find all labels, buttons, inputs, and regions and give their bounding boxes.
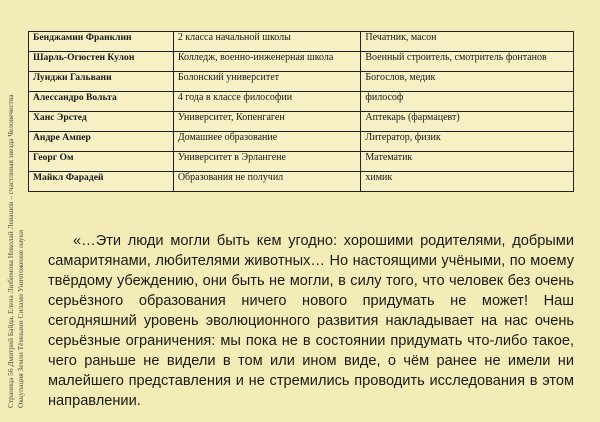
scientist-name: Ханс Эрстед	[29, 112, 174, 132]
table-row	[29, 92, 574, 112]
scientists-table	[28, 31, 574, 192]
table-row	[29, 32, 574, 52]
scientist-profession: Богослов, медик	[361, 72, 574, 92]
side-note-line-2: Оккупация Земли Тёмными Силами Уничтожение науки	[16, 229, 25, 408]
scientist-name: Георг Ом	[29, 152, 174, 172]
scientist-profession: Военный строитель, смотритель фонтанов	[361, 52, 574, 72]
scientist-education: Университет, Копенгаген	[173, 112, 361, 132]
table-row	[29, 172, 574, 192]
scientist-education: Университет в Эрлангене	[173, 152, 361, 172]
table-row	[29, 152, 574, 172]
side-note-rotated	[6, 8, 26, 408]
scientist-name: Майкл Фарадей	[29, 172, 174, 192]
scientist-name: Андре Ампер	[29, 132, 174, 152]
scientist-profession: Печатник, масон	[361, 32, 574, 52]
scientist-name: Луиджи Гальвани	[29, 72, 174, 92]
scientist-education: Колледж, военно-инженерная школа	[173, 52, 361, 72]
scientist-education: 2 класса начальной школы	[173, 32, 361, 52]
scientist-name: Алессандро Вольта	[29, 92, 174, 112]
table-row	[29, 132, 574, 152]
scientist-name: Шарль-Огюстен Кулон	[29, 52, 174, 72]
scientist-education: Образования не получил	[173, 172, 361, 192]
scientist-name: Бенджамин Франклин	[29, 32, 174, 52]
scientist-education: Домашнее образование	[173, 132, 361, 152]
side-note-line-1: Страница 56 Дмитрий Байда, Елена Любимова Николай Левашов – счастливая звезда Человечества	[6, 94, 15, 408]
quote-paragraph: «…Эти люди могли быть кем угодно: хорошими родителями, добрыми самаритянами, любителями животных… Но настоящими учёными, по моему твёрдому убеждению, они быть не могли, в силу того, что человек без очень серьёзного образования ничего нового придумать не может! Наш сегодняшний уровень эволюционного развития накладывает на нас очень серьёзные ограничения: мы пока не в состоянии придумать что-либо такое, чего раньше не видели в том или ином виде, о чём ранее не имели ни малейшего представления и не стремились проводить исследования в этом направлении.	[48, 232, 574, 409]
table-row	[29, 72, 574, 92]
table-row	[29, 112, 574, 132]
scientist-education: 4 года в классе философии	[173, 92, 361, 112]
scientist-education: Болонский университет	[173, 72, 361, 92]
scientist-profession: Математик	[361, 152, 574, 172]
scientist-profession: Литератор, физик	[361, 132, 574, 152]
scientist-profession: философ	[361, 92, 574, 112]
scientist-profession: химик	[361, 172, 574, 192]
table-row	[29, 52, 574, 72]
scientist-profession: Аптекарь (фармацевт)	[361, 112, 574, 132]
